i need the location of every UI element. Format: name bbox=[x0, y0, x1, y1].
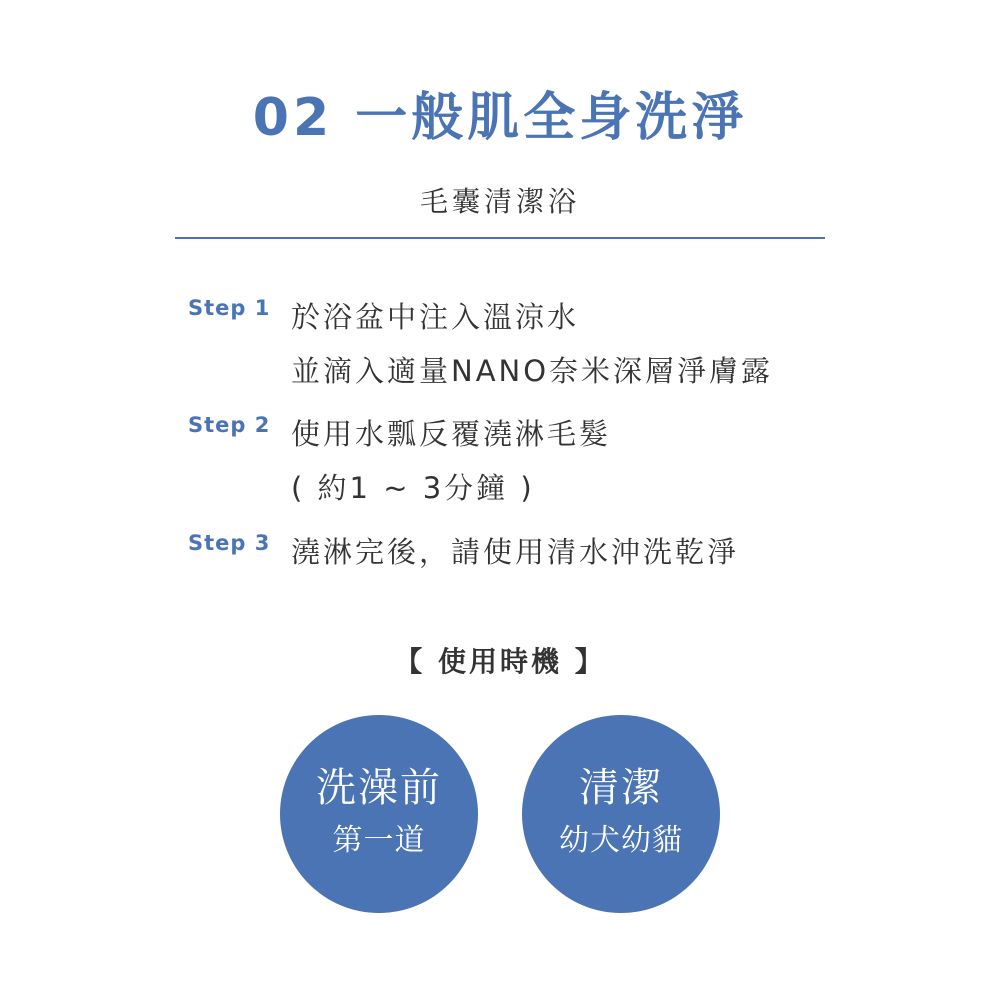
step-1-line-2: 並滴入適量NANO奈米深層淨膚露 bbox=[291, 354, 774, 388]
step-2-label: Step 2 bbox=[188, 413, 271, 437]
step-3-line-1: 澆淋完後，請使用清水沖洗乾淨 bbox=[291, 535, 740, 569]
timing-circle-cleaning bbox=[522, 715, 720, 913]
timing-circle-before-bath bbox=[280, 715, 478, 913]
circle-2-main: 清潔 bbox=[579, 765, 663, 811]
step-3-label: Step 3 bbox=[188, 531, 271, 555]
step-1-line-1: 於浴盆中注入溫涼水 bbox=[291, 300, 580, 334]
step-2-text bbox=[291, 407, 611, 515]
circle-1-sub: 第一道 bbox=[332, 823, 426, 858]
step-2-line-2: ( 約1 ~ 3分鐘 ) bbox=[291, 471, 535, 505]
step-3-text bbox=[291, 525, 739, 579]
step-2-line-1: 使用水瓢反覆澆淋毛髮 bbox=[291, 417, 612, 451]
page-subtitle: 毛囊清潔浴 bbox=[419, 185, 580, 218]
step-1-label: Step 1 bbox=[188, 296, 271, 320]
usage-timing-heading: 【 使用時機 】 bbox=[394, 645, 606, 678]
divider-line bbox=[175, 237, 825, 239]
step-1-text bbox=[291, 290, 773, 398]
circle-2-sub: 幼犬幼貓 bbox=[559, 823, 683, 858]
page-title: 02 一般肌全身洗淨 bbox=[252, 88, 748, 148]
circle-1-main: 洗澡前 bbox=[316, 765, 442, 811]
